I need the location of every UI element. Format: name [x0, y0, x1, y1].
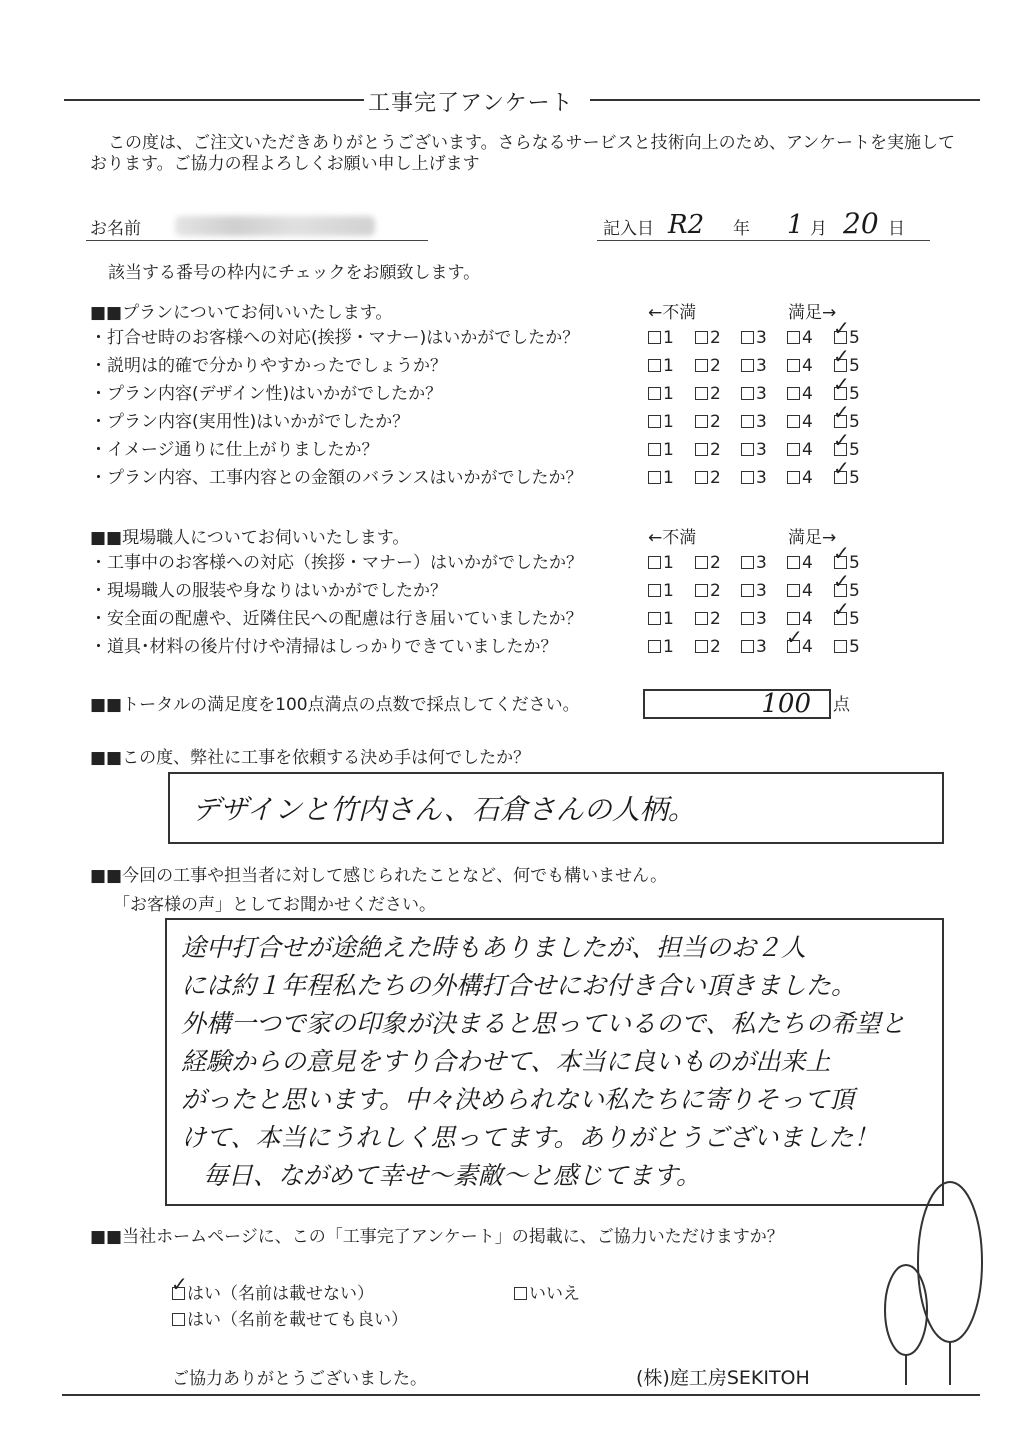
rating-option-label: 3 [756, 468, 767, 488]
checkbox-icon[interactable] [741, 584, 754, 597]
rating-option-label: 4 [802, 581, 813, 601]
rating-option-label: 3 [756, 637, 767, 657]
staff-scale-low: ←不満 [648, 528, 697, 548]
question-text: ・安全面の配慮や、近隣住民への配慮は行き届いていましたか？ [90, 609, 583, 629]
total-label: ■■トータルの満足度を100点満点の点数で採点してください。 [90, 695, 580, 715]
rating-option-label: 3 [756, 440, 767, 460]
rating-option[interactable] [648, 414, 674, 431]
checkbox-icon[interactable] [648, 359, 661, 372]
rating-option-label: 2 [710, 468, 721, 488]
checkbox-icon[interactable] [648, 471, 661, 484]
checkbox-checked-icon[interactable] [834, 612, 847, 625]
rating-option-label: 3 [756, 609, 767, 629]
rating-option-label: 2 [710, 328, 721, 348]
intro-line-2: おります。ご協力の程よろしくお願い申し上げます [90, 154, 480, 174]
rating-option[interactable] [787, 358, 813, 375]
decision-box[interactable] [168, 772, 944, 844]
checkbox-icon[interactable] [648, 387, 661, 400]
rating-option-label: 1 [663, 328, 674, 348]
rating-option[interactable] [648, 386, 674, 403]
checkbox-icon[interactable] [695, 331, 708, 344]
plan-scale-high: 満足→ [788, 303, 837, 323]
rating-option-label: 1 [663, 356, 674, 376]
rating-option-label: 5 [849, 356, 860, 376]
checkbox-checked-icon[interactable] [834, 415, 847, 428]
rating-option-label: 5 [849, 440, 860, 460]
rating-option[interactable] [787, 386, 813, 403]
checkbox-icon[interactable] [695, 612, 708, 625]
rating-option-label: 5 [849, 412, 860, 432]
rating-option[interactable] [741, 386, 767, 403]
date-day: 20 [843, 207, 879, 240]
checkbox-icon[interactable] [695, 443, 708, 456]
voice-line: 途中打合せが途絶えた時もありましたが、担当のお２人 [181, 933, 807, 962]
rating-option-label: 1 [663, 553, 674, 573]
rating-option-label: 1 [663, 609, 674, 629]
date-underline [597, 240, 930, 241]
checkbox-icon[interactable] [648, 331, 661, 344]
checkbox-icon[interactable] [787, 584, 800, 597]
rating-option-label: 3 [756, 356, 767, 376]
rating-option[interactable] [695, 470, 721, 487]
rating-option[interactable] [695, 639, 721, 656]
question-text: ・打合せ時のお客様への対応(挨拶・マナー)はいかがでしたか？ [90, 328, 580, 348]
rating-option-label: 1 [663, 412, 674, 432]
option-no-label: いいえ [529, 1284, 580, 1304]
rating-option-label: 5 [849, 468, 860, 488]
rating-option[interactable] [695, 386, 721, 403]
rating-option[interactable] [648, 442, 674, 459]
rating-option[interactable] [648, 330, 674, 347]
option-no[interactable] [514, 1286, 580, 1303]
checkbox-icon[interactable] [695, 387, 708, 400]
plan-heading: ■■プランについてお伺いいたします。 [90, 303, 393, 323]
rating-option[interactable] [741, 358, 767, 375]
checkbox-icon[interactable] [787, 415, 800, 428]
checkbox-icon[interactable] [648, 584, 661, 597]
short-tree-icon [885, 1265, 927, 1355]
rating-option[interactable] [741, 555, 767, 572]
checkbox-icon[interactable] [648, 556, 661, 569]
question-text: ・プラン内容(デザイン性)はいかがでしたか？ [90, 384, 443, 404]
checkbox-icon[interactable] [787, 471, 800, 484]
rating-option[interactable] [787, 330, 813, 347]
rating-option-label: 4 [802, 412, 813, 432]
instruction: 該当する番号の枠内にチェックをお願致します。 [108, 263, 481, 283]
rating-option-label: 4 [802, 440, 813, 460]
checkbox-icon[interactable] [695, 359, 708, 372]
checkbox-icon[interactable] [787, 612, 800, 625]
rating-option-label: 2 [710, 356, 721, 376]
rating-option-label: 1 [663, 581, 674, 601]
rating-option-label: 4 [802, 637, 813, 657]
checkbox-icon[interactable] [695, 415, 708, 428]
question-text: ・現場職人の服装や身なりはいかがでしたか？ [90, 581, 447, 601]
checkbox-icon[interactable] [695, 640, 708, 653]
checkbox-icon[interactable] [695, 556, 708, 569]
staff-heading: ■■現場職人についてお伺いいたします。 [90, 528, 410, 548]
rating-option[interactable] [648, 583, 674, 600]
rating-option-label: 1 [663, 637, 674, 657]
rating-option[interactable] [787, 583, 813, 600]
checkbox-checked-icon[interactable] [834, 331, 847, 344]
rating-option[interactable] [741, 414, 767, 431]
total-score-box[interactable] [643, 689, 831, 719]
footer-thanks: ご協力ありがとうございました。 [172, 1369, 427, 1389]
rating-option-label: 4 [802, 468, 813, 488]
checkbox-icon[interactable] [787, 443, 800, 456]
question-text: ・説明は的確で分かりやすかったでしょうか？ [90, 356, 447, 376]
option-yes-named-label: はい（名前を載せても良い） [187, 1310, 408, 1330]
voice-label-2: 「お客様の声」としてお聞かせください。 [113, 895, 436, 915]
voice-label-1: ■■今回の工事や担当者に対して感じられたことなど、何でも構いません。 [90, 866, 668, 886]
rating-option-label: 2 [710, 553, 721, 573]
rating-option[interactable] [741, 470, 767, 487]
checkbox-checked-icon[interactable] [834, 556, 847, 569]
decision-label: ■■この度、弊社に工事を依頼する決め手は何でしたか？ [90, 748, 531, 768]
footer-company: (株)庭工房SEKITOH [636, 1367, 810, 1389]
rating-option-label: 4 [802, 384, 813, 404]
rating-option-label: 5 [849, 553, 860, 573]
page-title: 工事完了アンケート [368, 91, 574, 116]
question-text: ・工事中のお客様への対応（挨拶・マナー）はいかがでしたか？ [90, 553, 583, 573]
voice-line: 毎日、ながめて幸せ～素敵～と感じてます。 [203, 1161, 702, 1190]
name-underline [86, 240, 428, 241]
checkbox-icon[interactable] [741, 612, 754, 625]
checkbox-icon[interactable] [648, 443, 661, 456]
checkbox-icon[interactable] [648, 415, 661, 428]
voice-line: には約１年程私たちの外構打合せにお付き合い頂きました。 [181, 971, 857, 1000]
rating-option-label: 3 [756, 412, 767, 432]
rating-option[interactable] [695, 555, 721, 572]
checkbox-icon[interactable] [741, 415, 754, 428]
voice-line: 経験からの意見をすり合わせて、本当に良いものが出来上 [181, 1047, 831, 1076]
rating-option-label: 2 [710, 384, 721, 404]
checkbox-icon[interactable] [741, 331, 754, 344]
date-label: 記入日 [603, 219, 654, 239]
checkbox-icon[interactable] [741, 387, 754, 400]
question-text: ・道具･材料の後片付けや清掃はしっかりできていましたか？ [90, 637, 558, 657]
rating-option-label: 3 [756, 328, 767, 348]
rating-option-label: 1 [663, 468, 674, 488]
rating-option[interactable] [648, 358, 674, 375]
rating-option[interactable] [741, 330, 767, 347]
rating-option-label: 3 [756, 384, 767, 404]
rating-option-label: 4 [802, 609, 813, 629]
rating-option[interactable] [741, 611, 767, 628]
decision-answer: デザインと竹内さん、石倉さんの人柄。 [192, 793, 696, 826]
rating-option[interactable] [834, 639, 860, 656]
question-text: ・イメージ通りに仕上がりましたか？ [90, 440, 379, 460]
date-month-unit: 月 [810, 219, 827, 239]
rating-option[interactable] [741, 583, 767, 600]
rating-option[interactable] [648, 470, 674, 487]
rating-option-label: 5 [849, 384, 860, 404]
voice-line: 外構一つで家の印象が決まると思っているので、私たちの希望と [181, 1009, 906, 1038]
rating-option[interactable] [834, 470, 860, 487]
checkbox-checked-icon[interactable] [834, 359, 847, 372]
homepage-label: ■■当社ホームページに、この「工事完了アンケート」の掲載に、ご協力いただけますか？ [90, 1227, 784, 1247]
rating-option[interactable] [834, 611, 860, 628]
rating-option[interactable] [741, 442, 767, 459]
checkbox-icon[interactable] [834, 640, 847, 653]
rating-option-label: 5 [849, 581, 860, 601]
rating-option[interactable] [787, 442, 813, 459]
staff-scale-high: 満足→ [788, 528, 837, 548]
checkbox-icon[interactable] [648, 612, 661, 625]
rating-option-label: 2 [710, 440, 721, 460]
checkbox-icon[interactable] [741, 359, 754, 372]
rating-option[interactable] [695, 611, 721, 628]
rating-option-label: 1 [663, 440, 674, 460]
question-text: ・プラン内容、工事内容との金額のバランスはいかがでしたか？ [90, 468, 583, 488]
total-score: 100 [761, 689, 811, 719]
question-text: ・プラン内容(実用性)はいかがでしたか？ [90, 412, 410, 432]
voice-line: けて、本当にうれしく思ってます。ありがとうございました！ [181, 1123, 879, 1152]
tree-illustration [878, 1180, 988, 1400]
redacted-name [175, 216, 375, 236]
plan-scale-low: ←不満 [648, 303, 697, 323]
checkbox-checked-icon[interactable] [787, 640, 800, 653]
checkbox-checked-icon[interactable] [834, 584, 847, 597]
checkbox-icon[interactable] [787, 359, 800, 372]
checkbox-icon[interactable] [514, 1287, 527, 1300]
title-rule-right [590, 99, 980, 101]
voice-line: がったと思います。中々決められない私たちに寄りそって頂 [181, 1085, 855, 1114]
checkbox-checked-icon[interactable] [834, 471, 847, 484]
rating-option[interactable] [648, 611, 674, 628]
voice-box[interactable] [165, 918, 944, 1206]
checkbox-icon[interactable] [695, 584, 708, 597]
rating-option-label: 2 [710, 412, 721, 432]
checkbox-checked-icon[interactable] [834, 387, 847, 400]
checkbox-checked-icon[interactable] [834, 443, 847, 456]
checkbox-icon[interactable] [741, 471, 754, 484]
rating-option-label: 3 [756, 553, 767, 573]
option-yes-anonymous[interactable] [172, 1286, 374, 1303]
rating-option-label: 4 [802, 328, 813, 348]
rating-option-label: 3 [756, 581, 767, 601]
rating-option-label: 4 [802, 553, 813, 573]
rating-option[interactable] [787, 639, 813, 656]
title-rule-left [64, 99, 364, 101]
checkbox-icon[interactable] [741, 640, 754, 653]
date-month: 1 [787, 210, 804, 240]
option-yes-named[interactable] [172, 1312, 408, 1329]
rating-option[interactable] [648, 555, 674, 572]
total-unit: 点 [833, 695, 850, 715]
rating-option-label: 1 [663, 384, 674, 404]
rating-option-label: 2 [710, 609, 721, 629]
rating-option[interactable] [695, 330, 721, 347]
date-day-unit: 日 [888, 219, 905, 239]
footer-rule [62, 1394, 980, 1396]
checkbox-icon[interactable] [172, 1313, 185, 1326]
rating-option-label: 5 [849, 609, 860, 629]
checkbox-icon[interactable] [787, 387, 800, 400]
intro-line-1: この度は、ご注文いただきありがとうございます。さらなるサービスと技術向上のため、アンケートを実施して [108, 133, 955, 153]
rating-option[interactable] [695, 414, 721, 431]
date-year-unit: 年 [733, 219, 750, 239]
rating-option-label: 5 [849, 328, 860, 348]
checkbox-icon[interactable] [741, 556, 754, 569]
checkbox-icon[interactable] [741, 443, 754, 456]
checkbox-icon[interactable] [787, 331, 800, 344]
checkbox-icon[interactable] [695, 471, 708, 484]
rating-option[interactable] [695, 442, 721, 459]
rating-option[interactable] [695, 583, 721, 600]
rating-option-label: 4 [802, 356, 813, 376]
rating-option[interactable] [787, 414, 813, 431]
date-year: R2 [668, 210, 705, 240]
rating-option-label: 2 [710, 637, 721, 657]
rating-option[interactable] [787, 555, 813, 572]
rating-option[interactable] [695, 358, 721, 375]
checkbox-icon[interactable] [787, 556, 800, 569]
rating-option[interactable] [741, 639, 767, 656]
checkbox-icon[interactable] [648, 640, 661, 653]
name-label: お名前 [90, 219, 141, 239]
rating-option-label: 5 [849, 637, 860, 657]
option-yes-anonymous-label: はい（名前は載せない） [187, 1284, 374, 1304]
rating-option[interactable] [787, 470, 813, 487]
checkbox-checked-icon[interactable] [172, 1287, 185, 1300]
rating-option-label: 2 [710, 581, 721, 601]
rating-option[interactable] [648, 639, 674, 656]
